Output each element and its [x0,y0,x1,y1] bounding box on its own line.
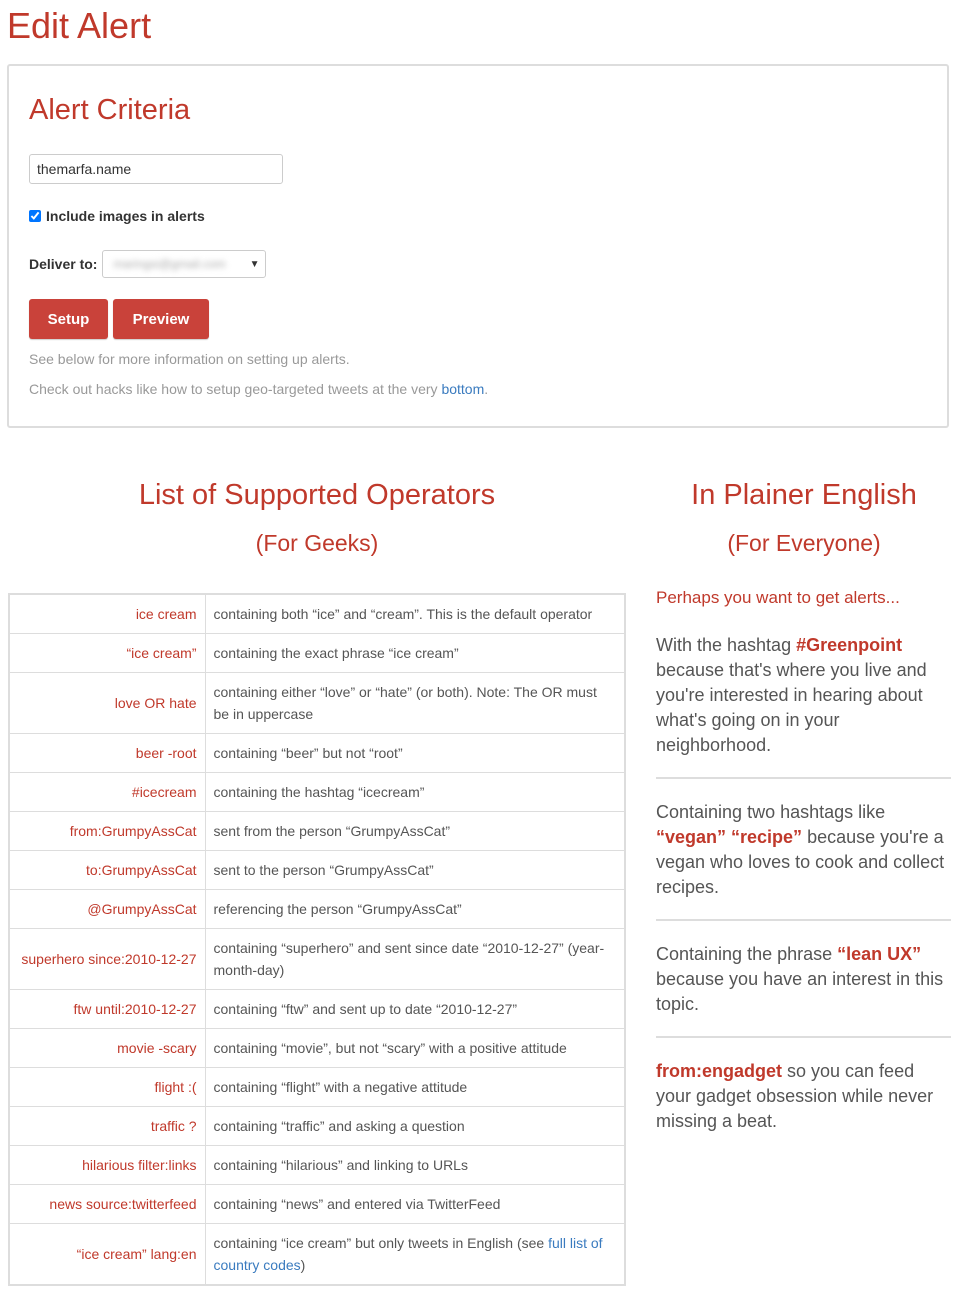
description-cell: sent from the person “GrumpyAssCat” [205,812,625,851]
operators-table [8,593,626,1286]
example-highlight: “vegan” “recipe” [656,827,803,847]
operator-cell: ftw until:2010-12-27 [9,990,205,1029]
operator-cell: superhero since:2010-12-27 [9,929,205,990]
operator-cell: #icecream [9,773,205,812]
include-images-label: Include images in alerts [46,208,205,224]
operator-cell: flight :( [9,1068,205,1107]
example-engadget [656,1059,952,1134]
deliver-row [29,250,266,278]
description-cell: containing the exact phrase “ice cream” [205,634,625,673]
keyword-input[interactable] [29,154,283,184]
operator-cell: love OR hate [9,673,205,734]
table-row [9,1146,625,1185]
example-highlight: from:engadget [656,1061,782,1081]
table-row [9,673,625,734]
example-highlight: “lean UX” [837,944,922,964]
description-cell: containing “traffic” and asking a question [205,1107,625,1146]
table-row [9,1068,625,1107]
country-codes-link[interactable]: full list of country codes [213,1235,603,1273]
description-cell: containing either “love” or “hate” (or both). Note: The OR must be in uppercase [205,673,625,734]
example-greenpoint [656,633,952,758]
table-row [9,890,625,929]
plain-english-title: In Plainer English [691,479,917,511]
example-text: because that's where you live and you're interested in hearing about what's going on in your neighborhood. [656,660,927,755]
table-row [9,851,625,890]
operators-subtitle: (For Geeks) [255,530,379,556]
bottom-link[interactable]: bottom [441,381,485,397]
description-text: ) [300,1257,306,1273]
description-cell: containing “ftw” and sent up to date “2010-12-27” [205,990,625,1029]
example-text: With the hashtag [656,635,797,655]
example-text: because you're a vegan who loves to cook and collect recipes. [656,827,945,897]
example-text: Containing the phrase [656,944,838,964]
description-cell: containing “beer” but not “root” [205,734,625,773]
operator-cell: hilarious filter:links [9,1146,205,1185]
page-title: Edit Alert [7,5,152,46]
table-row [9,812,625,851]
description-cell: containing “hilarious” and linking to URLs [205,1146,625,1185]
plain-english-intro: Perhaps you want to get alerts... [656,588,900,607]
operator-cell: “ice cream” lang:en [9,1224,205,1286]
help-text-hacks [29,381,488,397]
example-lean-ux [656,942,952,1017]
operator-cell: “ice cream” [9,634,205,673]
table-row [9,1224,625,1286]
divider [656,777,951,779]
table-row [9,734,625,773]
operators-title: List of Supported Operators [138,479,496,511]
operator-cell: @GrumpyAssCat [9,890,205,929]
divider [656,919,951,921]
deliver-select[interactable] [102,250,266,278]
operator-cell: ice cream [9,594,205,634]
description-cell: referencing the person “GrumpyAssCat” [205,890,625,929]
description-cell [205,1224,625,1286]
setup-button[interactable]: Setup [29,299,108,339]
example-text: so you can feed your gadget obsession while never missing a beat. [656,1061,934,1131]
example-text: because you have an interest in this topic. [656,969,944,1014]
table-row [9,594,625,634]
help-text-setup: See below for more information on setting up alerts. [29,351,350,367]
description-cell: containing “movie”, but not “scary” with a positive attitude [205,1029,625,1068]
table-row [9,1029,625,1068]
include-images-row[interactable] [29,208,205,224]
operator-cell: beer -root [9,734,205,773]
example-text: Containing two hashtags like [656,802,886,822]
example-highlight: #Greenpoint [796,635,903,655]
operator-cell: movie -scary [9,1029,205,1068]
description-cell: containing both “ice” and “cream”. This is the default operator [205,594,625,634]
description-text: containing “ice cream” but only tweets in English (see [213,1235,549,1251]
table-row [9,990,625,1029]
alert-criteria-panel [7,64,949,428]
operator-cell: from:GrumpyAssCat [9,812,205,851]
table-row [9,1185,625,1224]
operator-cell: news source:twitterfeed [9,1185,205,1224]
alert-criteria-title: Alert Criteria [29,94,191,126]
operator-cell: traffic ? [9,1107,205,1146]
description-cell: sent to the person “GrumpyAssCat” [205,851,625,890]
include-images-checkbox[interactable] [29,210,41,222]
operator-cell: to:GrumpyAssCat [9,851,205,890]
preview-button[interactable]: Preview [113,299,209,339]
deliver-label: Deliver to: [29,256,98,272]
table-row [9,929,625,990]
table-row [9,634,625,673]
deliver-email-value: maringsi@gmail.com [113,257,226,271]
description-cell: containing “flight” with a negative attitude [205,1068,625,1107]
description-cell: containing “superhero” and sent since date “2010-12-27” (year-month-day) [205,929,625,990]
description-cell: containing “news” and entered via TwitterFeed [205,1185,625,1224]
divider [656,1036,951,1038]
chevron-down-icon: ▼ [249,258,260,270]
description-cell: containing the hashtag “icecream” [205,773,625,812]
help-text-hacks-prefix: Check out hacks like how to setup geo-targeted tweets at the very [29,381,442,397]
example-vegan [656,800,952,900]
table-row [9,1107,625,1146]
help-text-hacks-suffix: . [484,381,489,397]
plain-english-subtitle: (For Everyone) [727,530,881,556]
table-row [9,773,625,812]
